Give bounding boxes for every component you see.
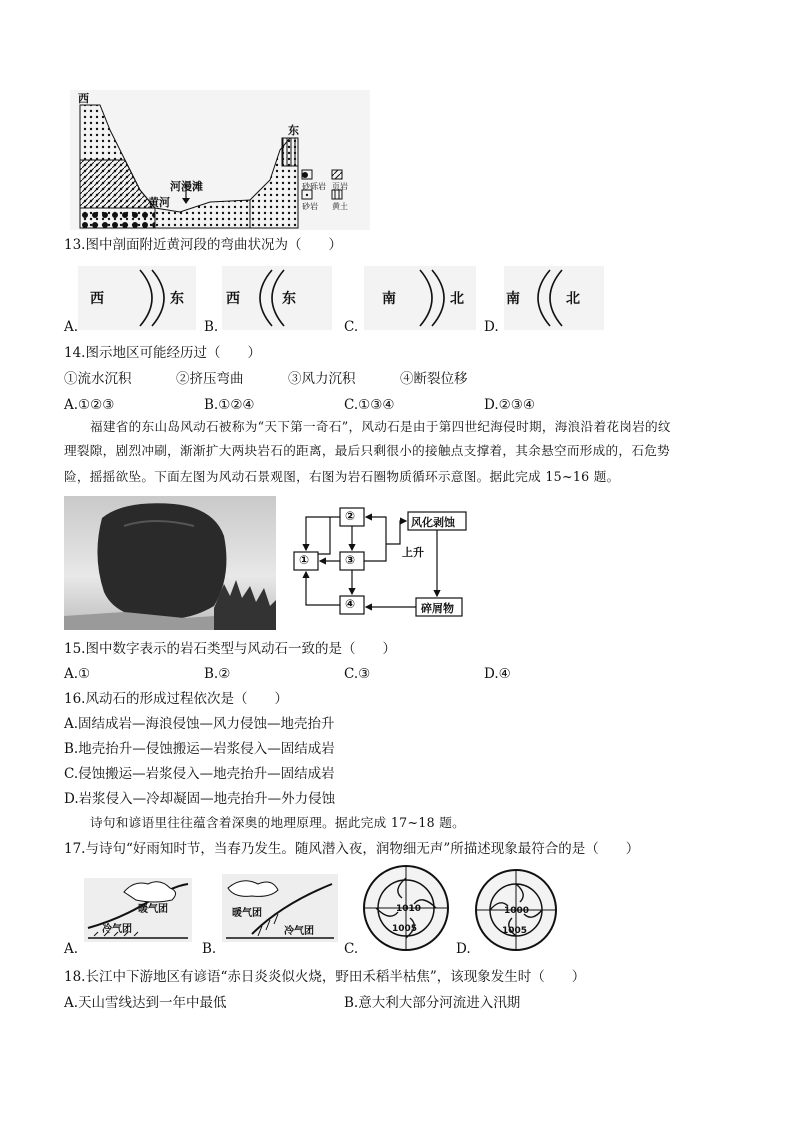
label-cold-air: 冷气团 [284,926,314,937]
label-east: 东 [288,124,299,137]
option-letter: D. [484,319,499,335]
option-17c-letter[interactable]: C. [344,941,359,957]
option-15c[interactable]: C.③ [344,666,371,682]
direction-left: 南 [506,291,520,307]
label-cold-air: 冷气团 [102,924,132,935]
question-16-stem: 16.风动石的形成过程依次是（ ） [64,691,288,707]
rock-cycle-diagram [290,504,476,620]
option-15a[interactable]: A.① [64,666,91,682]
option-17d-figure[interactable] [474,868,558,952]
option-13c-figure [364,266,476,330]
direction-right: 东 [170,291,184,307]
option-17c-figure[interactable] [362,864,450,952]
question-17-options [64,864,564,960]
label-warm-air: 暖气团 [232,908,262,919]
isobar-outer: 1005 [502,926,528,936]
option-13d[interactable] [484,266,624,335]
option-16b[interactable]: B.地壳抬升—侵蚀搬运—岩浆侵入—固结成岩 [64,741,335,757]
question-13-options [64,266,724,336]
rock-type-3: ③ [345,553,356,567]
option-18a[interactable]: A.天山雪线达到一年中最低 [64,995,227,1011]
option-17a-letter[interactable]: A. [64,941,79,957]
isobar-outer: 1005 [392,924,418,934]
option-17b-figure[interactable] [222,874,338,942]
option-13b-figure [222,266,332,330]
direction-right: 东 [282,291,296,307]
legend-sandstone: 砂岩 [302,202,318,211]
option-14d[interactable]: D.②③④ [484,397,535,413]
label-uplift: 上升 [402,546,424,559]
direction-right: 北 [450,291,464,307]
option-13c[interactable] [344,266,484,335]
wind-stone-photo [64,496,276,630]
passage-1-line-1: 福建省的东山岛风动石被称为“天下第一奇石”，风动石是由于第四世纪海侵时期，海浪沿着花岗岩的纹 [90,419,671,434]
direction-left: 西 [226,291,240,307]
river-profile-diagram [70,90,370,230]
river-profile-figure [70,90,370,230]
isobar-inner: 1000 [504,906,530,916]
option-13a[interactable] [64,266,204,335]
option-letter: A. [64,319,79,335]
option-15d[interactable]: D.④ [484,666,511,682]
label-weathering: 风化剥蚀 [411,516,455,529]
question-14-stem: 14.图示地区可能经历过（ ） [64,345,261,361]
q14-item-4: ④断裂位移 [400,371,468,387]
option-13d-figure [504,266,604,330]
option-16c[interactable]: C.侵蚀搬运—岩浆侵入—地壳抬升—固结成岩 [64,766,335,782]
label-river: 黄河 [148,196,170,209]
q14-item-2: ②挤压弯曲 [176,371,244,387]
passage-1-line-3: 险，摇摇欲坠。下面左图为风动石景观图，右图为岩石圈物质循环示意图。据此完成 15~16 题。 [64,469,620,484]
option-letter: B. [204,319,219,335]
legend-shale: 页岩 [332,182,348,191]
passage-1-line-2: 理裂隙，剧烈冲刷，渐渐扩大两块岩石的距离，最后只剩很小的接触点支撑着，其余悬空而形成的，石危势 [64,443,671,458]
direction-right: 北 [566,291,580,307]
label-sediment: 碎屑物 [421,602,454,615]
label-warm-air: 暖气团 [138,904,168,915]
option-17b-letter[interactable]: B. [202,941,217,957]
option-17d-letter[interactable]: D. [456,941,471,957]
q14-item-1: ①流水沉积 [64,371,132,387]
rock-type-2: ② [345,509,356,523]
option-14a[interactable]: A.①②③ [64,397,115,413]
rock-type-4: ④ [345,597,356,611]
question-17-stem: 17.与诗句“好雨知时节，当春乃发生。随风潜入夜，润物细无声”所描述现象最符合的是（ ） [64,841,640,857]
stone-illustration [64,496,276,630]
isobar-inner: 1010 [396,904,422,914]
option-16a[interactable]: A.固结成岩—海浪侵蚀—风力侵蚀—地壳抬升 [64,716,335,732]
option-14c[interactable]: C.①③④ [344,397,395,413]
direction-left: 西 [90,291,104,307]
q14-item-3: ③风力沉积 [288,371,356,387]
option-13a-figure [78,266,196,330]
rock-type-1: ① [299,553,310,567]
passage-2: 诗句和谚语里往往蕴含着深奥的地理原理。据此完成 17~18 题。 [90,815,466,830]
option-18b[interactable]: B.意大利大部分河流进入汛期 [344,995,521,1011]
legend-loess: 黄土 [332,202,348,211]
legend-conglomerate: 砂砾岩 [302,182,326,191]
question-18-stem: 18.长江中下游地区有谚语“赤日炎炎似火烧，野田禾稻半枯焦”，该现象发生时（ ） [64,969,586,985]
option-letter: C. [344,319,359,335]
label-west: 西 [78,92,89,105]
direction-left: 南 [382,291,396,307]
option-13b[interactable] [204,266,344,335]
option-17a-figure[interactable] [84,878,192,942]
label-floodplain: 河漫滩 [170,180,203,193]
question-13-stem: 13.图中剖面附近黄河段的弯曲状况为（ ） [64,237,342,253]
option-15b[interactable]: B.② [204,666,231,682]
option-14b[interactable]: B.①②④ [204,397,255,413]
question-15-stem: 15.图中数字表示的岩石类型与风动石一致的是（ ） [64,641,396,657]
option-16d[interactable]: D.岩浆侵入—冷却凝固—地壳抬升—外力侵蚀 [64,791,336,807]
